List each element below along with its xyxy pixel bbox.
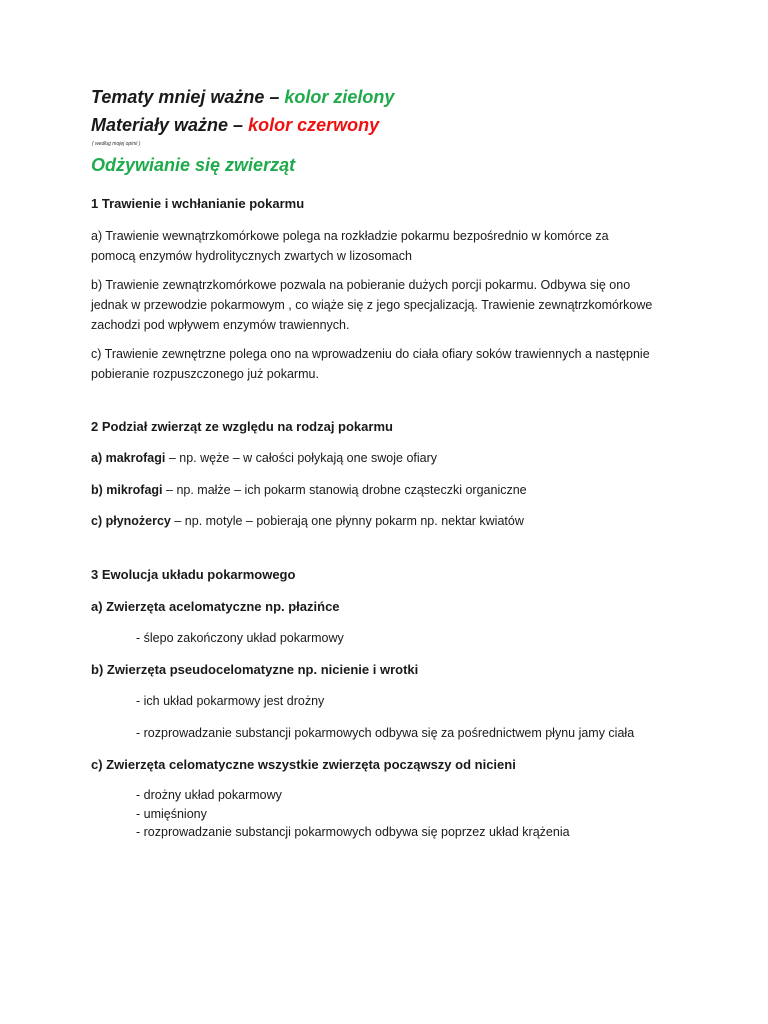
section1-paragraph-c [91, 344, 650, 384]
list-item-term: b) mikrofagi [91, 483, 163, 497]
paragraph-line: zachodzi pod wpływem enzymów trawiennych. [91, 318, 350, 332]
legend-line-less-important [91, 87, 394, 108]
list-item: - umięśniony [136, 806, 207, 821]
section2-heading: 2 Podział zwierząt ze względu na rodzaj pokarmu [91, 419, 393, 434]
list-item: - drożny układ pokarmowy [136, 788, 282, 802]
paragraph-line: jednak w przewodzie pokarmowym , co wiąże się z jego specjalizacją. Trawienie zewnątrzkomórkowe [91, 298, 653, 312]
legend-red-label: kolor czerwony [248, 115, 380, 135]
section3-heading: 3 Ewolucja układu pokarmowego [91, 567, 296, 582]
list-item-term: a) makrofagi [91, 451, 166, 465]
section3-subheading-b: b) Zwierzęta pseudocelomatyzne np. nicienie i wrotki [91, 662, 419, 677]
list-item-description: – np. węże – w całości połykają one swoje ofiary [165, 451, 438, 465]
list-item: - ich układ pokarmowy jest drożny [136, 694, 325, 708]
list-item [91, 480, 527, 500]
list-item [91, 511, 524, 531]
document-title: Odżywianie się zwierząt [91, 155, 296, 175]
legend-important-label: Materiały ważne – [91, 115, 249, 135]
section1-paragraph-a [91, 226, 609, 266]
section3-c-list [136, 786, 570, 842]
section3-subheading-a: a) Zwierzęta acelomatyczne np. płazińce [91, 599, 340, 614]
legend-less-important-label: Tematy mniej ważne – [91, 87, 285, 107]
paragraph-line: pomocą enzymów hydrolitycznych zwartych w lizosomach [91, 249, 412, 263]
section1-heading: 1 Trawienie i wchłanianie pokarmu [91, 196, 305, 211]
paragraph-line: pobieranie rozpuszczonego już pokarmu. [91, 367, 319, 381]
section3-subheading-c: c) Zwierzęta celomatyczne wszystkie zwierzęta począwszy od nicieni [91, 757, 516, 772]
paragraph-line: a) Trawienie wewnątrzkomórkowe polega na rozkładzie pokarmu bezpośrednio w komórce za [91, 229, 609, 243]
list-item-term: c) płynożercy [91, 514, 171, 528]
list-item [91, 448, 437, 468]
paragraph-line: b) Trawienie zewnątrzkomórkowe pozwala na pobieranie dużych porcji pokarmu. Odbywa się ono [91, 278, 631, 292]
list-item-description: – np. motyle – pobierają one płynny pokarm np. nektar kwiatów [170, 514, 524, 528]
legend-green-label: kolor zielony [284, 87, 395, 107]
list-item: - rozprowadzanie substancji pokarmowych odbywa się poprzez układ krążenia [136, 825, 570, 839]
list-item: - ślepo zakończony układ pokarmowy [136, 631, 344, 645]
list-item-description: – np. małże – ich pokarm stanowią drobne cząsteczki organiczne [162, 483, 527, 497]
list-item: - rozprowadzanie substancji pokarmowych odbywa się za pośrednictwem płynu jamy ciała [136, 726, 635, 740]
legend-line-important [91, 115, 379, 136]
section1-paragraph-b [91, 275, 652, 335]
opinion-note: ( według mojej opinii ) [92, 141, 141, 147]
paragraph-line: c) Trawienie zewnętrzne polega ono na wprowadzeniu do ciała ofiary soków trawiennych a następnie [91, 347, 650, 361]
